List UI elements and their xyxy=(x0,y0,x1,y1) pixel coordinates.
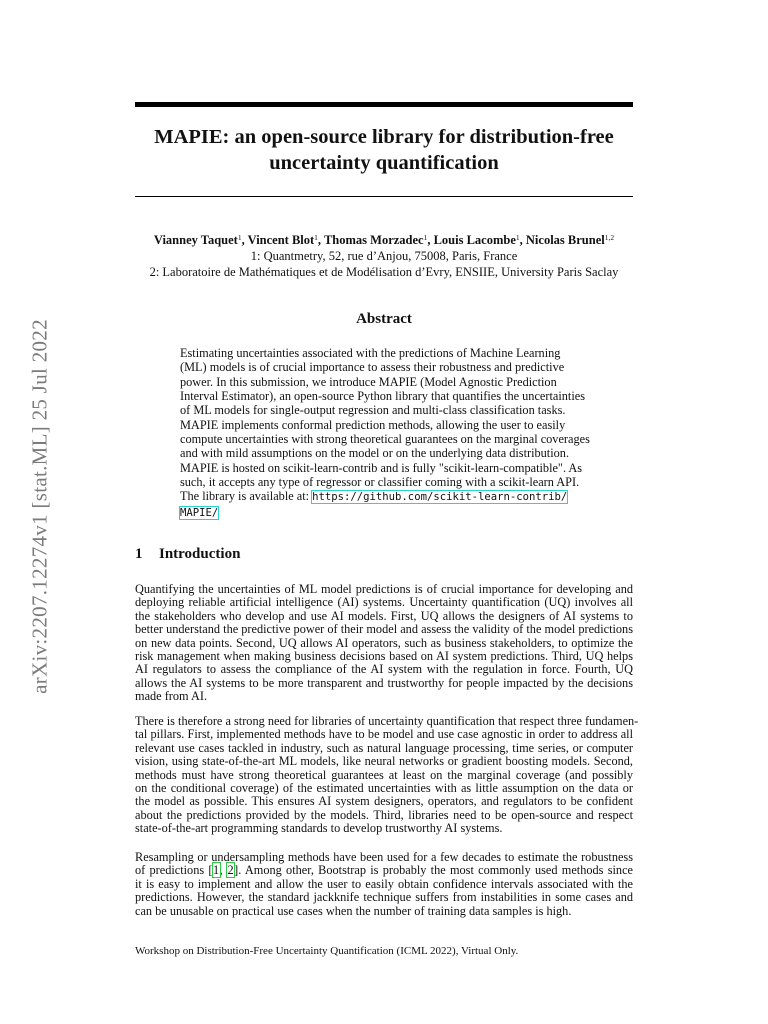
title-line: MAPIE: an open-source library for distribution-free xyxy=(154,126,614,148)
citation-prefix: of predictions [ xyxy=(135,863,213,878)
abstract-line: and with mild assumptions on the model or on the underlying data distribution. xyxy=(180,446,570,461)
paragraph-line: predictions. However, the standard jackknife technique suffers from instabilities in some cases and xyxy=(135,890,633,905)
author-affiliation-mark: 1 xyxy=(314,233,318,242)
paragraph-line xyxy=(135,864,633,877)
section-title: Introduction xyxy=(159,546,241,562)
abstract-line xyxy=(180,505,590,520)
abstract-text xyxy=(180,346,590,520)
abstract-line: power. In this submission, we introduce MAPIE (Model Agnostic Prediction xyxy=(180,374,557,389)
paper-title xyxy=(135,124,633,176)
paragraph-line: state-of-the-art programming standards to develop trustworthy AI systems. xyxy=(135,821,503,836)
paragraph-line: relevant use cases tackled in industry, such as natural language processing, time series, or computer xyxy=(135,740,633,755)
title-bottom-rule xyxy=(135,196,633,197)
paragraph-line: on the conditional coverage) of the estimated uncertainties with as little assumption on the data or xyxy=(135,781,633,796)
author-names xyxy=(135,230,633,248)
author-name: Vincent Blot xyxy=(247,233,315,247)
abstract-line: of ML models for single-output regression and multi-class classification tasks. xyxy=(180,403,566,418)
abstract-line: MAPIE is hosted on scikit-learn-contrib and is fully "scikit-learn-compatible". As xyxy=(180,460,583,475)
paragraph-line: methods must have strong theoretical guarantees at least on the marginal coverage (and possibly xyxy=(135,767,633,782)
paragraph-line: AI regulators to assess the compliance of the AI system with the regulation in force. Fourth, UQ xyxy=(135,662,633,677)
author-separator: , xyxy=(317,233,324,247)
affiliation-line: 2: Laboratoire de Mathématiques et de Modélisation d’Evry, ENSIIE, University Paris Saclay xyxy=(149,265,619,279)
paragraph-line: allows the AI systems to be more transparent and trustworthy for people impacted by the decisions xyxy=(135,675,633,690)
paragraph-line: about the predictions provided by the models. Third, libraries need to be open-source and respect xyxy=(135,807,633,822)
abstract-line: (ML) models is of crucial importance to assess their robustness and predictive xyxy=(180,360,565,375)
paragraph-line: risk management when making business decisions based on AI system predictions. Third, UQ helps xyxy=(135,649,633,664)
github-link[interactable]: https://github.com/scikit-learn-contrib/ xyxy=(312,491,568,504)
intro-paragraph-1 xyxy=(135,583,633,704)
abstract-heading: Abstract xyxy=(356,311,412,327)
abstract-line: MAPIE implements conformal prediction methods, allowing the user to easily xyxy=(180,417,566,432)
abstract-line: Interval Estimator), an open-source Python library that quantifies the uncertainties xyxy=(180,389,585,404)
citation-link-2[interactable]: 2 xyxy=(227,863,234,878)
venue-footnote: Workshop on Distribution-Free Uncertainty Quantification (ICML 2022), Virtual Only. xyxy=(135,945,519,957)
paragraph-line: it is easy to implement and allow the user to easily obtain confidence intervals associated with the xyxy=(135,876,633,891)
author-name: Thomas Morzadec xyxy=(323,233,424,247)
affiliation-line: 1: Quantmetry, 52, rue d’Anjou, 75008, Paris, France xyxy=(250,249,518,263)
paragraph-line: on new data points. Second, UQ allows AI operators, such as business stakeholders, to optimize the xyxy=(135,635,633,650)
author-separator: , xyxy=(241,233,248,247)
author-name: Nicolas Brunel xyxy=(525,233,605,247)
section-heading-introduction xyxy=(135,546,240,563)
paragraph-line: better understand the predictive power of their model and assess the validity of the model predictions xyxy=(135,622,633,637)
paragraph-line: can be unusable on practical use cases when the number of training data samples is high. xyxy=(135,903,572,918)
citation-suffix: ]. Among other, Bootstrap is probably the most commonly used methods since xyxy=(234,863,633,878)
author-affiliation-mark: 1 xyxy=(515,233,520,242)
title-line: uncertainty quantification xyxy=(269,152,499,174)
abstract-line: compute uncertainties with strong theoretical guarantees on the marginal coverages xyxy=(180,432,590,447)
author-name: Louis Lacombe xyxy=(433,233,516,247)
abstract-line xyxy=(180,489,590,504)
author-name: Vianney Taquet xyxy=(153,233,238,247)
paragraph-line: the model as possible. This ensures AI system designers, operators, and regulators to be confident xyxy=(135,794,633,809)
author-block xyxy=(135,230,633,280)
paragraph-line: made from AI. xyxy=(135,689,208,704)
paragraph-line: There is therefore a strong need for libraries of uncertainty quantification that respect three fundamen- xyxy=(135,714,639,728)
abstract-line: Estimating uncertainties associated with the predictions of Machine Learning xyxy=(180,346,561,360)
title-top-rule xyxy=(135,102,633,107)
intro-paragraph-2 xyxy=(135,714,639,836)
author-affiliation-mark: 1,2 xyxy=(604,233,615,242)
citation-separator: , xyxy=(219,863,227,878)
paragraph-line: vision, using state-of-the-art ML models, like neural networks or gradient boosting models. Second, xyxy=(135,754,633,769)
paragraph-line: the stakeholders who develop and use AI models. First, UQ allows the designers of AI systems to xyxy=(135,608,633,623)
author-separator: , xyxy=(427,233,434,247)
paragraph-line: Resampling or undersampling methods have been used for a few decades to estimate the robustness xyxy=(135,850,633,864)
paragraph-line: tal pillars. First, implemented methods have to be model and use case agnostic in order to address all xyxy=(135,727,633,742)
citation-link-1[interactable]: 1 xyxy=(213,863,220,878)
github-link-continued[interactable]: MAPIE/ xyxy=(180,506,219,519)
author-affiliation-mark: 1 xyxy=(423,233,428,242)
availability-text: The library is available at: xyxy=(180,489,313,504)
arxiv-identifier-stamp: arXiv:2207.12274v1 [stat.ML] 25 Jul 2022 xyxy=(27,319,52,694)
author-affiliation-mark: 1 xyxy=(237,233,242,242)
paragraph-line: deploying reliable artificial intelligence (AI) systems. Uncertainty quantification (UQ) involves all xyxy=(135,595,633,610)
abstract-line: such, it accepts any type of regressor or classifier coming with a scikit-learn API. xyxy=(180,475,580,490)
section-number: 1 xyxy=(135,546,143,562)
paragraph-line: Quantifying the uncertainties of ML model predictions is of crucial importance for developing and xyxy=(135,582,633,596)
author-separator: , xyxy=(519,233,526,247)
intro-paragraph-3 xyxy=(135,851,633,918)
